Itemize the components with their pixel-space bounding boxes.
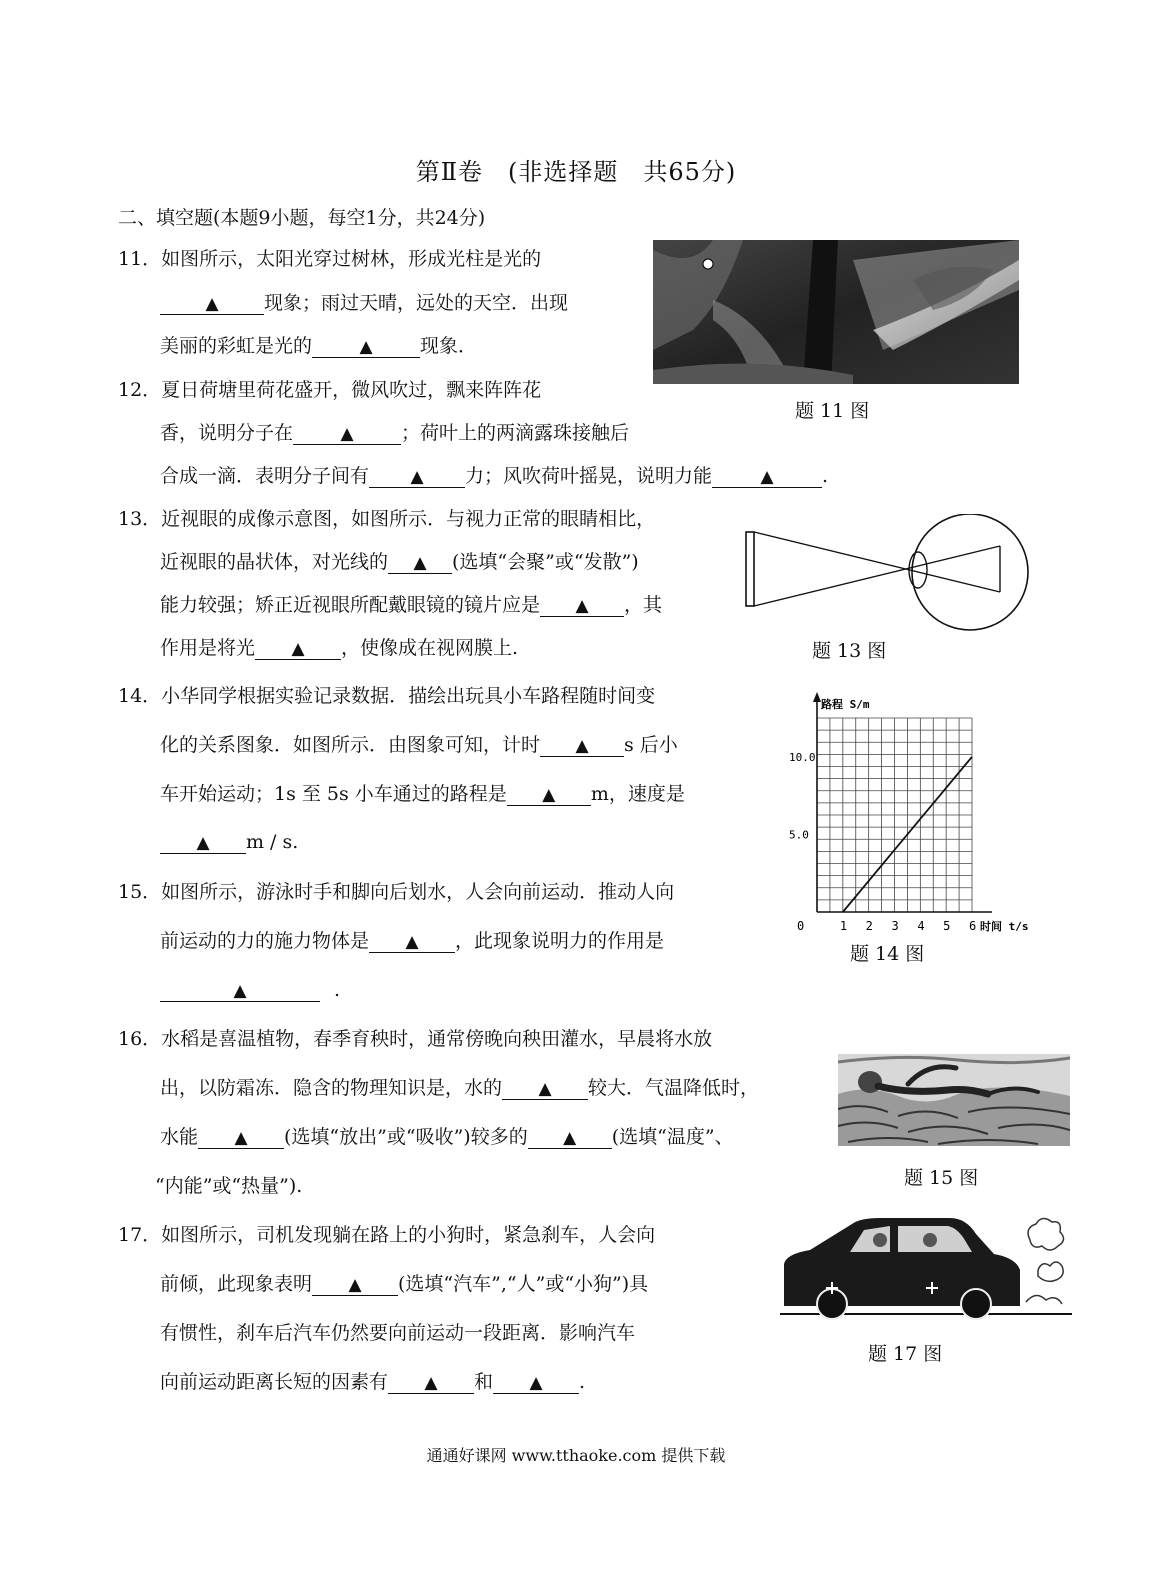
answer-blank[interactable]: ▲	[198, 1128, 284, 1149]
q11-line1: 11．如图所示，太阳光穿过树林，形成光柱是光的	[118, 248, 542, 270]
q16-line2: 出，以防霜冻．隐含的物理知识是，水的 ▲ 较大．气温降低时，	[160, 1077, 760, 1099]
answer-blank[interactable]: ▲	[502, 1079, 588, 1100]
chart-plot-area	[789, 692, 1029, 933]
footer-credit: 通通好课网 www.tthaoke.com 提供下载	[426, 1446, 726, 1465]
y-axis-arrow	[813, 692, 821, 702]
x-tick-label: 6	[969, 919, 977, 933]
q12-line1: 12．夏日荷塘里荷花盛开，微风吹过，飘来阵阵花	[118, 379, 542, 401]
forest-sunlight-photo	[653, 240, 1019, 384]
x-tick-label: 1	[839, 919, 848, 933]
answer-blank[interactable]: ▲	[540, 736, 624, 757]
y-axis-label: 路程 S/m	[821, 698, 870, 711]
figure-15-caption: 题 15 图	[904, 1167, 979, 1189]
answer-blank[interactable]: ▲	[255, 639, 341, 660]
q16-line3: 水能 ▲ (选填“放出”或“吸收”)较多的 ▲ (选填“温度”、	[160, 1126, 734, 1148]
q12-line2: 香，说明分子在 ▲ ；荷叶上的两滴露珠接触后	[160, 422, 630, 444]
x-tick-label: 5	[943, 919, 951, 933]
q14-line4: ▲ m / s.	[160, 830, 298, 854]
q17-line4: 向前运动距离长短的因素有 ▲ 和 ▲ .	[160, 1371, 586, 1393]
q17-line1: 17．如图所示，司机发现躺在路上的小狗时，紧急刹车，人会向	[118, 1224, 656, 1246]
answer-blank[interactable]: ▲	[160, 294, 264, 315]
y-tick-label: 5.0	[789, 828, 809, 842]
figure-14-caption: 题 14 图	[850, 943, 925, 965]
figure-11-caption: 题 11 图	[795, 400, 870, 422]
answer-blank[interactable]: ▲	[160, 833, 246, 854]
car-braking-picture	[780, 1210, 1072, 1322]
q13-line1: 13．近视眼的成像示意图，如图所示．与视力正常的眼睛相比，	[118, 508, 656, 530]
answer-blank[interactable]: ▲	[160, 981, 320, 1002]
x-tick-label: 3	[891, 919, 899, 933]
q13-line2: 近视眼的晶状体，对光线的 ▲ (选填“会聚”或“发散”)	[160, 551, 639, 573]
answer-blank[interactable]: ▲	[388, 553, 452, 574]
q15-line1: 15．如图所示，游泳时手和脚向后划水，人会向前运动．推动人向	[118, 881, 675, 903]
q14-line1: 14．小华同学根据实验记录数据．描绘出玩具小车路程随时间变	[118, 685, 656, 707]
answer-blank[interactable]: ▲	[540, 596, 624, 617]
answer-blank[interactable]: ▲	[369, 932, 455, 953]
distance-time-chart	[786, 688, 1036, 938]
q14-line2: 化的关系图象．如图所示．由图象可知，计时 ▲ s 后小	[160, 734, 678, 756]
answer-blank[interactable]: ▲	[369, 467, 465, 488]
answer-blank[interactable]: ▲	[293, 424, 401, 445]
answer-blank[interactable]: ▲	[712, 467, 822, 488]
q16-line4: “内能”或“热量”).	[155, 1175, 303, 1197]
q15-line2: 前运动的力的施力物体是 ▲ ，此现象说明力的作用是	[160, 930, 665, 952]
q11-line2: ▲ 现象；雨过天晴，远处的天空．出现	[160, 291, 568, 315]
answer-blank[interactable]: ▲	[312, 1275, 398, 1296]
q14-line3: 车开始运动；1s 至 5s 小车通过的路程是 ▲ m，速度是	[160, 783, 685, 805]
q15-line3: ▲ .	[160, 978, 340, 1002]
answer-blank[interactable]: ▲	[312, 337, 420, 358]
x-tick-label: 2	[865, 919, 873, 933]
answer-blank[interactable]: ▲	[528, 1128, 612, 1149]
q13-line3: 能力较强；矫正近视眼所配戴眼镜的镜片应是 ▲ ，其	[160, 594, 663, 616]
q11-line3: 美丽的彩虹是光的 ▲ 现象．	[160, 335, 478, 357]
swimmer-picture	[838, 1054, 1070, 1146]
q16-line1: 16．水稻是喜温植物，春季育秧时，通常傍晚向秧田灌水，早晨将水放	[118, 1028, 713, 1050]
answer-blank[interactable]: ▲	[388, 1373, 474, 1394]
y-tick-label: 10.0	[789, 750, 816, 764]
figure-13-caption: 题 13 图	[812, 640, 887, 662]
q17-line2: 前倾，此现象表明 ▲ (选填“汽车”,“人”或“小狗”)具	[160, 1273, 649, 1295]
figure-17-caption: 题 17 图	[868, 1343, 943, 1365]
answer-blank[interactable]: ▲	[507, 785, 591, 806]
x-tick-label: 4	[917, 919, 925, 933]
answer-blank[interactable]: ▲	[493, 1373, 579, 1394]
q17-line3: 有惯性，刹车后汽车仍然要向前运动一段距离．影响汽车	[160, 1322, 636, 1344]
x-tick-label: 0	[797, 919, 805, 933]
q12-line3: 合成一滴．表明分子间有 ▲ 力；风吹荷叶摇晃，说明力能 ▲ .	[160, 465, 829, 487]
x-axis-label: 时间 t/s	[980, 920, 1029, 933]
section-heading: 二、填空题(本题9小题，每空1分，共24分)	[118, 207, 486, 229]
page-title: 第Ⅱ卷 (非选择题 共65分)	[415, 158, 737, 186]
myopia-eye-diagram	[742, 514, 1032, 636]
q13-line4: 作用是将光 ▲ ，使像成在视网膜上.	[160, 637, 519, 659]
